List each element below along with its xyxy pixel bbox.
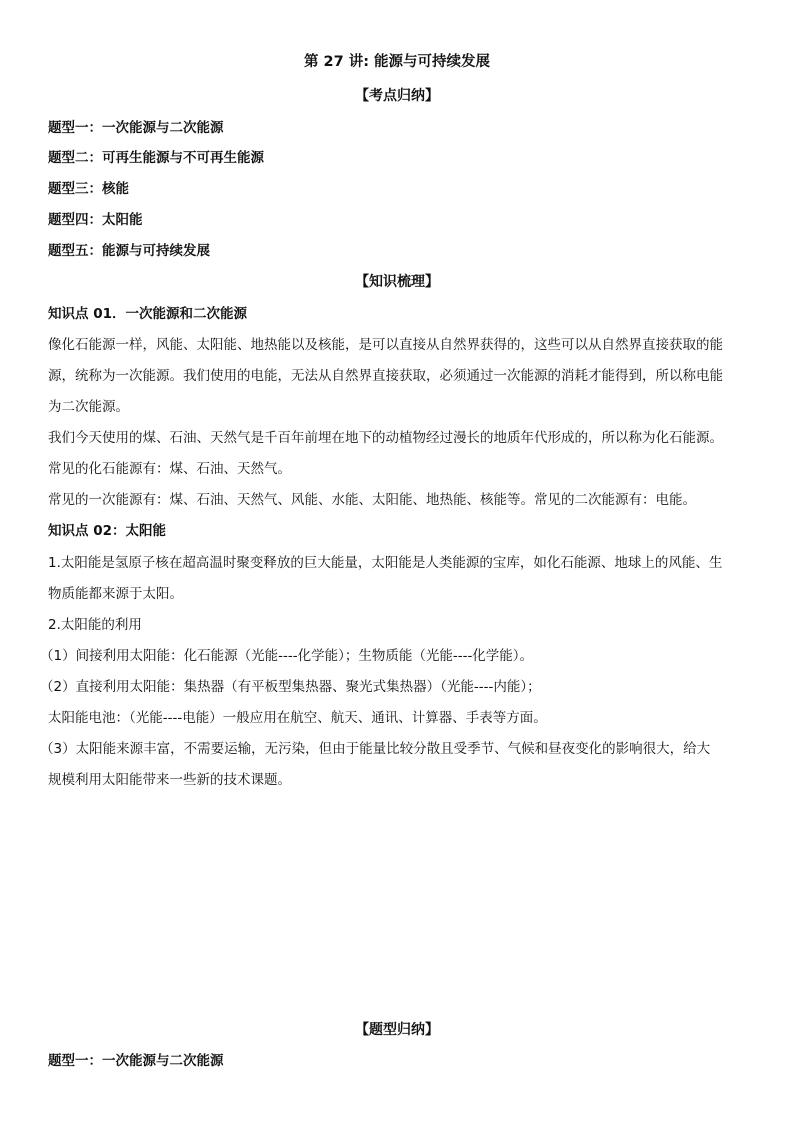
- tixing-first-heading: 题型一：一次能源与二次能源: [48, 1053, 224, 1069]
- kp2-paragraph-5: 太阳能电池：（光能----电能）一般应用在航空、航天、通讯、计算器、手表等方面。: [48, 710, 547, 726]
- kp1-paragraph-1-line-2: 源，统称为一次能源。我们使用的电能，无法从自然界直接获取，必须通过一次能源的消耗才能得到，所以称电能: [48, 368, 723, 384]
- kp2-paragraph-6-line-2: 规模利用太阳能带来一些新的技术课题。: [48, 772, 291, 788]
- knowledge-point-1-heading: 知识点 01．一次能源和二次能源: [48, 306, 247, 322]
- kp1-paragraph-1-line-3: 为二次能源。: [48, 399, 129, 415]
- kp2-paragraph-2: 2.太阳能的利用: [48, 617, 142, 633]
- kp2-paragraph-1-line-1: 1.太阳能是氢原子核在超高温时聚变释放的巨大能量，太阳能是人类能源的宝库，如化石能源、地球上的风能、生: [48, 555, 723, 571]
- type-list-item-3: 题型三：核能: [48, 181, 129, 197]
- type-list-item-4: 题型四：太阳能: [48, 212, 143, 228]
- kp1-paragraph-1-line-1: 像化石能源一样，风能、太阳能、地热能以及核能，是可以直接从自然界获得的，这些可以从自然界直接获取的能: [48, 337, 723, 353]
- kp1-paragraph-2: 我们今天使用的煤、石油、天然气是千百年前埋在地下的动植物经过漫长的地质年代形成的，所以称为化石能源。: [48, 430, 723, 446]
- section-heading-kaodian: 【考点归纳】: [355, 88, 439, 104]
- kp2-paragraph-1-line-2: 物质能都来源于太阳。: [48, 586, 183, 602]
- type-list-item-1: 题型一：一次能源与二次能源: [48, 120, 224, 136]
- type-list-item-2: 题型二：可再生能源与不可再生能源: [48, 150, 264, 166]
- knowledge-point-2-heading: 知识点 02：太阳能: [48, 523, 166, 539]
- kp1-paragraph-3: 常见的化石能源有：煤、石油、天然气。: [48, 461, 291, 477]
- section-heading-tixing: 【题型归纳】: [355, 1022, 439, 1038]
- type-list-item-5: 题型五：能源与可持续发展: [48, 243, 210, 259]
- page-title: 第 27 讲: 能源与可持续发展: [303, 54, 491, 70]
- kp1-paragraph-4: 常见的一次能源有：煤、石油、天然气、风能、水能、太阳能、地热能、核能等。常见的二次能源有：电能。: [48, 492, 696, 508]
- kp2-paragraph-4: （2）直接利用太阳能：集热器（有平板型集热器、聚光式集热器）（光能----内能）；: [40, 679, 541, 695]
- kp2-paragraph-6-line-1: （3）太阳能来源丰富，不需要运输，无污染，但由于能量比较分散且受季节、气候和昼夜变化的影响很大，给大: [40, 741, 711, 757]
- kp2-paragraph-3: （1）间接利用太阳能：化石能源（光能----化学能）；生物质能（光能----化学能）。: [40, 648, 534, 664]
- section-heading-zhishi: 【知识梳理】: [355, 274, 439, 290]
